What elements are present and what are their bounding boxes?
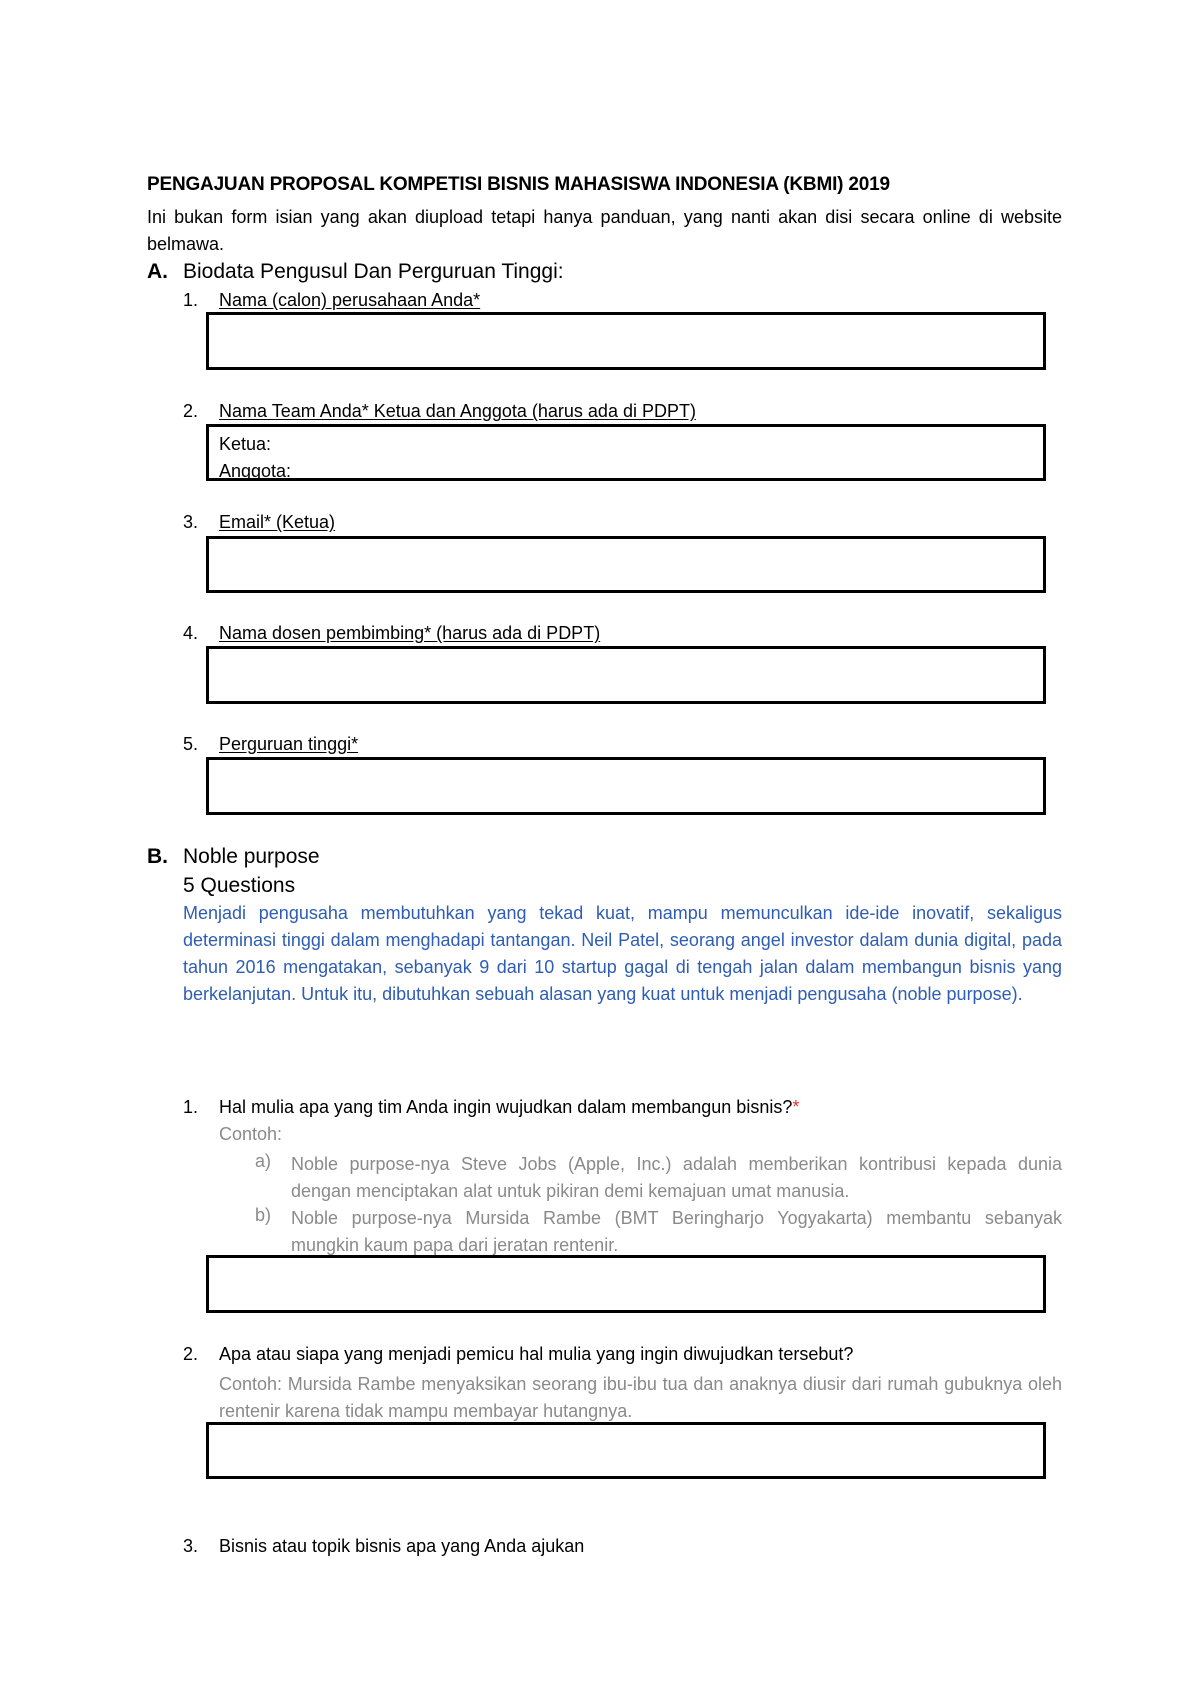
example-label: Contoh: <box>219 1374 283 1394</box>
question-text: Bisnis atau topik bisnis apa yang Anda ajukan <box>219 1536 585 1556</box>
item-number: 2. <box>183 401 199 421</box>
example-label: Contoh: <box>219 1124 283 1144</box>
company-name-field[interactable] <box>206 312 1046 370</box>
noble-purpose-description: Menjadi pengusaha membutuhkan yang tekad kuat, mampu memunculkan ide-ide inovatif, sekaligus determinasi tinggi dalam menghadapi tantangan. Neil Patel, seorang angel investor dalam dunia digital, pada tahun 2016 mengatakan, sebanyak 9 dari 10 startup gagal di tengah jalan dalam membangun bisnis yang berkelanjutan. Untuk itu, dibutuhkan sebuah alasan yang kuat untuk menjadi pengusaha (noble purpose). <box>183 903 1062 1004</box>
section-b-subheading: 5 Questions <box>183 874 296 897</box>
question-text: Hal mulia apa yang tim Anda ingin wujudkan dalam membangun bisnis? <box>219 1097 793 1117</box>
example-a <box>255 1151 1062 1205</box>
example-text: Mursida Rambe menyaksikan seorang ibu-ibu tua dan anaknya diusir dari rumah gubuknya oleh rentenir karena tidak mampu membayar hutangnya. <box>219 1374 1062 1421</box>
item-label: Email* (Ketua) <box>219 512 336 532</box>
item-number: 3. <box>183 512 199 532</box>
example-b <box>255 1205 1062 1259</box>
item-a5 <box>183 734 358 755</box>
example-text: Noble purpose-nya Steve Jobs (Apple, Inc.) adalah memberikan kontribusi kepada dunia dengan menciptakan alat untuk pikiran demi kemajuan umat manusia. <box>291 1154 1062 1201</box>
required-mark: * <box>792 1097 800 1117</box>
question-number: 2. <box>183 1344 199 1364</box>
item-number: 1. <box>183 290 199 310</box>
item-number: 4. <box>183 623 199 643</box>
section-b-letter: B. <box>147 845 168 868</box>
ketua-label: Ketua: <box>219 434 272 454</box>
anggota-label: Anggota: <box>219 461 292 481</box>
university-field[interactable] <box>206 757 1046 815</box>
team-members-field[interactable] <box>206 424 1046 481</box>
question-b3 <box>183 1536 584 1557</box>
item-a4 <box>183 623 600 644</box>
item-label: Perguruan tinggi* <box>219 734 359 754</box>
item-a2 <box>183 401 696 422</box>
example-text: Noble purpose-nya Mursida Rambe (BMT Beringharjo Yogyakarta) membantu sebanyak mungkin kaum papa dari jeratan rentenir. <box>291 1208 1062 1255</box>
section-b-title: Noble purpose <box>183 845 320 868</box>
item-label: Nama (calon) perusahaan Anda* <box>219 290 481 310</box>
section-a-heading <box>147 260 564 284</box>
noble-purpose-answer-field[interactable] <box>206 1255 1046 1313</box>
item-label: Nama Team Anda* Ketua dan Anggota (harus ada di PDPT) <box>219 401 696 421</box>
question-b1 <box>183 1097 799 1118</box>
email-field[interactable] <box>206 536 1046 593</box>
item-a3 <box>183 512 335 533</box>
document-title: PENGAJUAN PROPOSAL KOMPETISI BISNIS MAHASISWA INDONESIA (KBMI) 2019 <box>147 174 890 195</box>
example-marker: b) <box>255 1205 272 1225</box>
example-marker: a) <box>255 1151 272 1171</box>
intro-text: Ini bukan form isian yang akan diupload tetapi hanya panduan, yang nanti akan disi secara online di website belmawa. <box>147 207 1062 254</box>
trigger-answer-field[interactable] <box>206 1422 1046 1479</box>
item-label: Nama dosen pembimbing* (harus ada di PDPT) <box>219 623 601 643</box>
section-a-letter: A. <box>147 260 168 283</box>
section-b-heading <box>147 845 320 869</box>
question-number: 3. <box>183 1536 199 1556</box>
question-number: 1. <box>183 1097 199 1117</box>
supervisor-field[interactable] <box>206 646 1046 704</box>
item-number: 5. <box>183 734 199 754</box>
section-a-title: Biodata Pengusul Dan Perguruan Tinggi: <box>183 260 564 283</box>
item-a1 <box>183 290 480 311</box>
example-b2 <box>219 1371 1062 1425</box>
question-text: Apa atau siapa yang menjadi pemicu hal mulia yang ingin diwujudkan tersebut? <box>219 1344 854 1364</box>
question-b2 <box>183 1344 853 1365</box>
